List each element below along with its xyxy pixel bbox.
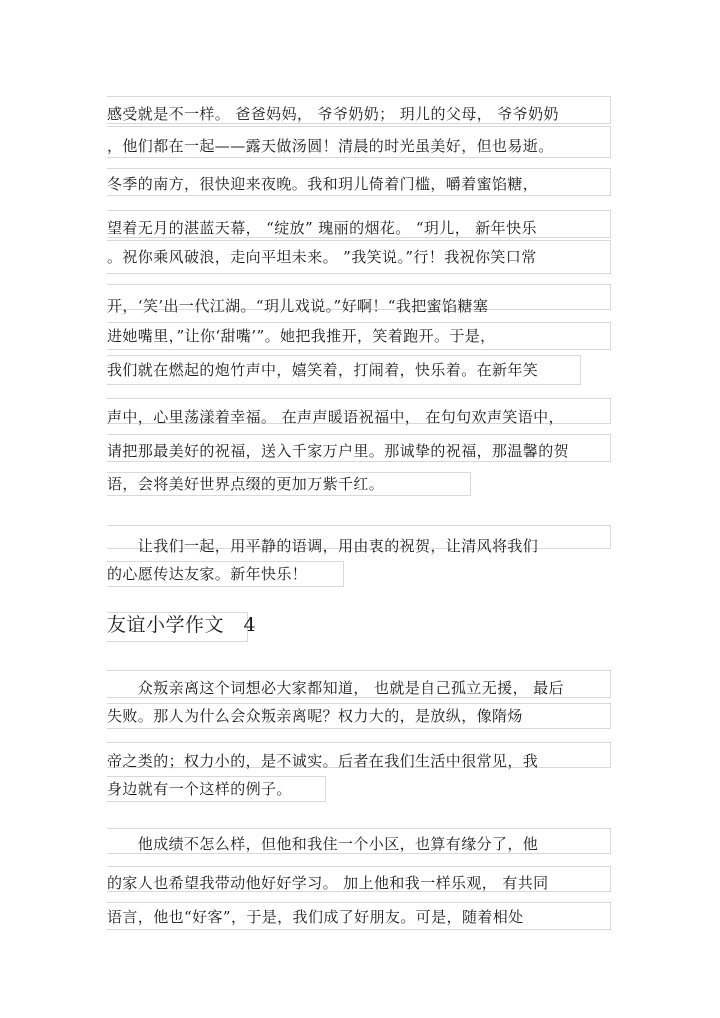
text-line: ，他们都在一起——露天做汤圆！清晨的时光虽美好，但也易逝。 — [107, 137, 554, 155]
section-heading: 友谊小学作文 4 — [107, 614, 257, 636]
text-line: 。祝你乘风破浪，走向平坦未来。 ”我笑说。”行！我祝你笑口常 — [107, 248, 537, 266]
text-line: 请把那最美好的祝福，送入千家万户里。那诚挚的祝福，那温馨的贺 — [107, 442, 570, 460]
text-line: 失败。那人为什么会众叛亲离呢？权力大的，是放纵，像隋炀 — [107, 707, 523, 725]
text-line: 众叛亲离这个词想必大家都知道， 也就是自己孤立无援， 最后 — [107, 679, 564, 697]
text-line: 望着无月的湛蓝天幕， “绽放” 瑰丽的烟花。 “玥儿， 新年快乐 — [107, 219, 537, 237]
text-line: 语，会将美好世界点缀的更加万紫千红。 — [107, 475, 385, 493]
text-line: 语言，他也“好客”，于是，我们成了好朋友。可是，随着相处 — [107, 908, 524, 926]
text-line: 的心愿传达友家。新年快乐！ — [107, 565, 308, 583]
text-line: 的家人也希望我带动他好好学习。 加上他和我一样乐观， 有共同 — [107, 874, 549, 892]
text-line: 我们就在燃起的炮竹声中，嬉笑着，打闹着，快乐着。在新年笑 — [107, 361, 539, 379]
text-line: 冬季的南方，很快迎来夜晚。我和玥儿倚着门槛，嚼着蜜馅糖， — [107, 175, 539, 193]
text-line: 身边就有一个这样的例子。 — [107, 780, 292, 798]
text-line: 他成绩不怎么样，但他和我住一个小区，也算有缘分了，他 — [107, 835, 539, 853]
text-line: 开，‘笑’出一代江湖。“玥儿戏说。”好啊！“我把蜜馅糖塞 — [107, 297, 489, 315]
text-line: 让我们一起，用平静的语调，用由衷的祝贺，让清风将我们 — [107, 537, 539, 555]
text-line: 感受就是不一样。 爸爸妈妈， 爷爷奶奶； 玥儿的父母， 爷爷奶奶 — [107, 105, 559, 123]
text-line: 声中，心里荡漾着幸福。 在声声暖语祝福中， 在句句欢声笑语中， — [107, 408, 564, 426]
text-line: 帝之类的；权力小的，是不诚实。后者在我们生活中很常见，我 — [107, 752, 539, 770]
text-line: 进她嘴里，”让你‘甜嘴’”。她把我推开，笑着跑开。于是， — [107, 327, 496, 345]
